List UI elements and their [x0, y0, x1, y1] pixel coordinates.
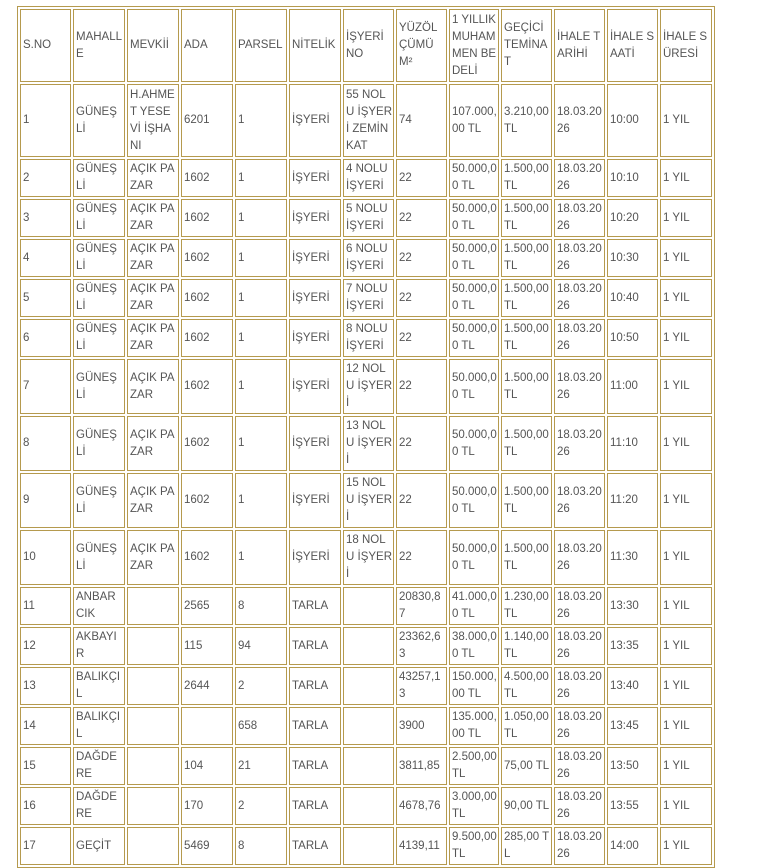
- table-cell: 10:50: [607, 319, 658, 357]
- table-row: [20, 530, 712, 585]
- table-row: [20, 707, 712, 745]
- table-cell: 15: [20, 747, 71, 785]
- table-cell: 1 YIL: [660, 667, 712, 705]
- table-cell: 10:30: [607, 239, 658, 277]
- table-cell: 8: [20, 416, 71, 471]
- table-cell: 15 NOLU İŞYERİ: [343, 473, 394, 528]
- table-cell: DAĞDERE: [73, 747, 125, 785]
- table-cell: 285,00 TL: [501, 827, 552, 865]
- table-cell: 18.03.2026: [554, 707, 605, 745]
- table-cell: 4.500,00 TL: [501, 667, 552, 705]
- table-cell: 1: [235, 199, 287, 237]
- table-cell: 22: [396, 279, 447, 317]
- table-cell: AÇIK PAZAR: [127, 319, 179, 357]
- table-cell: [343, 787, 394, 825]
- table-cell: İŞYERİ: [289, 279, 341, 317]
- table-cell: İŞYERİ: [289, 416, 341, 471]
- table-cell: 1.500,00 TL: [501, 473, 552, 528]
- header-cell: S.NO: [20, 9, 71, 82]
- table-cell: 90,00 TL: [501, 787, 552, 825]
- table-row: [20, 416, 712, 471]
- table-cell: 50.000,00 TL: [449, 319, 499, 357]
- table-cell: [127, 787, 179, 825]
- table-cell: 18.03.2026: [554, 359, 605, 414]
- table-cell: 2565: [181, 587, 233, 625]
- table-cell: 23362,63: [396, 627, 447, 665]
- table-cell: [343, 627, 394, 665]
- table-cell: 1.500,00 TL: [501, 359, 552, 414]
- table-cell: 43257,13: [396, 667, 447, 705]
- table-cell: 18.03.2026: [554, 159, 605, 197]
- table-cell: 18.03.2026: [554, 84, 605, 157]
- table-cell: 1 YIL: [660, 359, 712, 414]
- table-row: [20, 199, 712, 237]
- table-cell: 2644: [181, 667, 233, 705]
- table-cell: TARLA: [289, 787, 341, 825]
- table-cell: 10: [20, 530, 71, 585]
- table-cell: [343, 587, 394, 625]
- table-cell: 50.000,00 TL: [449, 359, 499, 414]
- table-cell: 16: [20, 787, 71, 825]
- table-cell: 1 YIL: [660, 159, 712, 197]
- table-cell: 1.050,00 TL: [501, 707, 552, 745]
- table-cell: 9: [20, 473, 71, 528]
- header-cell: PARSEL: [235, 9, 287, 82]
- auction-table: [17, 6, 715, 868]
- table-cell: DAĞDERE: [73, 787, 125, 825]
- table-row: [20, 667, 712, 705]
- table-cell: 1.230,00 TL: [501, 587, 552, 625]
- table-cell: 4678,76: [396, 787, 447, 825]
- table-cell: 1.500,00 TL: [501, 279, 552, 317]
- table-cell: 10:10: [607, 159, 658, 197]
- table-cell: 170: [181, 787, 233, 825]
- table-cell: 50.000,00 TL: [449, 239, 499, 277]
- table-cell: 18.03.2026: [554, 530, 605, 585]
- table-cell: 3811,85: [396, 747, 447, 785]
- table-cell: GÜNEŞLİ: [73, 473, 125, 528]
- table-cell: 13:55: [607, 787, 658, 825]
- table-cell: 1602: [181, 416, 233, 471]
- table-cell: GÜNEŞLİ: [73, 530, 125, 585]
- table-cell: 8 NOLU İŞYERİ: [343, 319, 394, 357]
- table-cell: 6 NOLU İŞYERİ: [343, 239, 394, 277]
- table-cell: 10:20: [607, 199, 658, 237]
- table-cell: 1: [235, 159, 287, 197]
- table-cell: 3.000,00 TL: [449, 787, 499, 825]
- table-cell: H.AHMET YESEVİ İŞHANI: [127, 84, 179, 157]
- table-cell: [127, 627, 179, 665]
- table-cell: 22: [396, 159, 447, 197]
- table-cell: TARLA: [289, 707, 341, 745]
- table-cell: İŞYERİ: [289, 84, 341, 157]
- table-cell: [343, 667, 394, 705]
- table-cell: GÜNEŞLİ: [73, 416, 125, 471]
- table-row: [20, 787, 712, 825]
- table-cell: 1: [235, 530, 287, 585]
- table-row: [20, 627, 712, 665]
- table-cell: 11:20: [607, 473, 658, 528]
- table-cell: 1 YIL: [660, 787, 712, 825]
- table-cell: 4: [20, 239, 71, 277]
- table-cell: 3.210,00 TL: [501, 84, 552, 157]
- table-cell: AÇIK PAZAR: [127, 199, 179, 237]
- table-cell: 1: [235, 319, 287, 357]
- table-cell: 1602: [181, 319, 233, 357]
- table-cell: 1 YIL: [660, 827, 712, 865]
- table-cell: 11:10: [607, 416, 658, 471]
- table-cell: 1 YIL: [660, 473, 712, 528]
- table-cell: 22: [396, 359, 447, 414]
- table-cell: 115: [181, 627, 233, 665]
- table-cell: 18.03.2026: [554, 279, 605, 317]
- table-row: [20, 319, 712, 357]
- table-cell: 1602: [181, 530, 233, 585]
- table-cell: 1 YIL: [660, 587, 712, 625]
- table-cell: 1 YIL: [660, 84, 712, 157]
- table-cell: 50.000,00 TL: [449, 416, 499, 471]
- table-cell: 1: [235, 473, 287, 528]
- table-cell: 22: [396, 473, 447, 528]
- table-cell: [127, 667, 179, 705]
- table-cell: 14:00: [607, 827, 658, 865]
- table-cell: GÜNEŞLİ: [73, 359, 125, 414]
- table-cell: 3900: [396, 707, 447, 745]
- table-cell: 1602: [181, 239, 233, 277]
- table-cell: 18.03.2026: [554, 627, 605, 665]
- table-cell: 22: [396, 319, 447, 357]
- table-cell: 18.03.2026: [554, 319, 605, 357]
- table-cell: AÇIK PAZAR: [127, 239, 179, 277]
- table-cell: TARLA: [289, 587, 341, 625]
- table-cell: 38.000,00 TL: [449, 627, 499, 665]
- table-cell: 50.000,00 TL: [449, 199, 499, 237]
- table-cell: 18.03.2026: [554, 587, 605, 625]
- table-cell: 658: [235, 707, 287, 745]
- table-row: [20, 84, 712, 157]
- table-cell: 104: [181, 747, 233, 785]
- table-cell: 94: [235, 627, 287, 665]
- table-cell: TARLA: [289, 667, 341, 705]
- table-cell: 1602: [181, 279, 233, 317]
- table-cell: 18.03.2026: [554, 827, 605, 865]
- table-row: [20, 279, 712, 317]
- table-cell: 22: [396, 416, 447, 471]
- header-cell: NİTELİK: [289, 9, 341, 82]
- table-cell: 107.000,00 TL: [449, 84, 499, 157]
- table-cell: 13 NOLU İŞYERİ: [343, 416, 394, 471]
- table-cell: [127, 707, 179, 745]
- table-cell: 1.500,00 TL: [501, 159, 552, 197]
- header-cell: ADA: [181, 9, 233, 82]
- table-cell: 20830,87: [396, 587, 447, 625]
- table-cell: 1 YIL: [660, 747, 712, 785]
- table-cell: 1602: [181, 359, 233, 414]
- table-cell: 18.03.2026: [554, 199, 605, 237]
- table-cell: TARLA: [289, 747, 341, 785]
- table-cell: TARLA: [289, 827, 341, 865]
- header-cell: İŞYERİ NO: [343, 9, 394, 82]
- table-cell: 18.03.2026: [554, 787, 605, 825]
- table-row: [20, 159, 712, 197]
- header-cell: İHALE SAATİ: [607, 9, 658, 82]
- table-cell: ANBARCIK: [73, 587, 125, 625]
- table-cell: AÇIK PAZAR: [127, 359, 179, 414]
- table-cell: 1.500,00 TL: [501, 530, 552, 585]
- table-cell: 1: [235, 239, 287, 277]
- table-cell: TARLA: [289, 627, 341, 665]
- table-cell: 8: [235, 827, 287, 865]
- table-cell: 1 YIL: [660, 239, 712, 277]
- table-cell: [343, 827, 394, 865]
- table-cell: 5469: [181, 827, 233, 865]
- table-cell: BALIKÇIL: [73, 667, 125, 705]
- table-cell: İŞYERİ: [289, 199, 341, 237]
- table-cell: İŞYERİ: [289, 159, 341, 197]
- table-cell: 13:40: [607, 667, 658, 705]
- header-cell: MEVKİİ: [127, 9, 179, 82]
- table-cell: [343, 707, 394, 745]
- table-cell: 1602: [181, 199, 233, 237]
- table-cell: 5: [20, 279, 71, 317]
- table-cell: 13:35: [607, 627, 658, 665]
- table-cell: 18.03.2026: [554, 473, 605, 528]
- header-cell: YÜZÖLÇÜMÜ M²: [396, 9, 447, 82]
- table-cell: 1 YIL: [660, 707, 712, 745]
- table-cell: 1 YIL: [660, 199, 712, 237]
- table-cell: 6201: [181, 84, 233, 157]
- table-cell: GÜNEŞLİ: [73, 239, 125, 277]
- table-cell: 22: [396, 530, 447, 585]
- table-cell: 18 NOLU İŞYERİ: [343, 530, 394, 585]
- table-cell: İŞYERİ: [289, 239, 341, 277]
- table-cell: 11:00: [607, 359, 658, 414]
- table-cell: 1.500,00 TL: [501, 319, 552, 357]
- table-cell: 1: [235, 84, 287, 157]
- table-cell: GÜNEŞLİ: [73, 319, 125, 357]
- table-cell: 1 YIL: [660, 319, 712, 357]
- table-cell: 9.500,00 TL: [449, 827, 499, 865]
- table-cell: 1 YIL: [660, 416, 712, 471]
- table-cell: 13:30: [607, 587, 658, 625]
- table-cell: 2.500,00 TL: [449, 747, 499, 785]
- table-cell: GÜNEŞLİ: [73, 159, 125, 197]
- table-cell: 5 NOLU İŞYERİ: [343, 199, 394, 237]
- table-cell: 7 NOLU İŞYERİ: [343, 279, 394, 317]
- table-cell: GÜNEŞLİ: [73, 279, 125, 317]
- table-cell: 1.140,00 TL: [501, 627, 552, 665]
- table-cell: 1.500,00 TL: [501, 199, 552, 237]
- table-cell: 13:45: [607, 707, 658, 745]
- table-row: [20, 827, 712, 865]
- table-cell: İŞYERİ: [289, 530, 341, 585]
- header-cell: MAHALLE: [73, 9, 125, 82]
- table-cell: 4 NOLU İŞYERİ: [343, 159, 394, 197]
- table-cell: 12 NOLU İŞYERİ: [343, 359, 394, 414]
- table-cell: [127, 587, 179, 625]
- table-cell: 10:40: [607, 279, 658, 317]
- header-cell: İHALE SÜRESİ: [660, 9, 712, 82]
- header-cell: 1 YILLIK MUHAMMEN BEDELİ: [449, 9, 499, 82]
- table-cell: 41.000,00 TL: [449, 587, 499, 625]
- table-cell: [127, 827, 179, 865]
- table-cell: 2: [20, 159, 71, 197]
- table-cell: [181, 707, 233, 745]
- table-cell: GEÇİT: [73, 827, 125, 865]
- table-cell: 17: [20, 827, 71, 865]
- table-cell: AÇIK PAZAR: [127, 473, 179, 528]
- table-cell: 4139,11: [396, 827, 447, 865]
- table-cell: 7: [20, 359, 71, 414]
- table-cell: 1.500,00 TL: [501, 416, 552, 471]
- table-cell: GÜNEŞLİ: [73, 84, 125, 157]
- header-cell: İHALE TARİHİ: [554, 9, 605, 82]
- table-body: [20, 84, 712, 865]
- table-cell: 1: [235, 359, 287, 414]
- table-cell: 1: [235, 416, 287, 471]
- table-row: [20, 359, 712, 414]
- table-cell: [127, 747, 179, 785]
- table-cell: 75,00 TL: [501, 747, 552, 785]
- table-cell: 1602: [181, 159, 233, 197]
- table-cell: 50.000,00 TL: [449, 473, 499, 528]
- table-cell: AÇIK PAZAR: [127, 159, 179, 197]
- table-cell: 1602: [181, 473, 233, 528]
- table-cell: 2: [235, 667, 287, 705]
- table-cell: 13:50: [607, 747, 658, 785]
- table-cell: 11:30: [607, 530, 658, 585]
- table-cell: 18.03.2026: [554, 239, 605, 277]
- table-cell: [343, 747, 394, 785]
- header-row: [20, 9, 712, 82]
- table-cell: 1.500,00 TL: [501, 239, 552, 277]
- table-cell: 10:00: [607, 84, 658, 157]
- table-cell: İŞYERİ: [289, 473, 341, 528]
- table-cell: 18.03.2026: [554, 747, 605, 785]
- table-cell: 150.000,00 TL: [449, 667, 499, 705]
- table-cell: BALIKÇIL: [73, 707, 125, 745]
- table-row: [20, 587, 712, 625]
- table-cell: 50.000,00 TL: [449, 530, 499, 585]
- table-cell: 1 YIL: [660, 279, 712, 317]
- table-cell: İŞYERİ: [289, 319, 341, 357]
- table-cell: 1 YIL: [660, 530, 712, 585]
- table-cell: 3: [20, 199, 71, 237]
- table-cell: 8: [235, 587, 287, 625]
- table-cell: 135.000,00 TL: [449, 707, 499, 745]
- table-cell: 74: [396, 84, 447, 157]
- table-cell: GÜNEŞLİ: [73, 199, 125, 237]
- table-cell: 1 YIL: [660, 627, 712, 665]
- table-cell: 2: [235, 787, 287, 825]
- table-row: [20, 747, 712, 785]
- table-cell: AÇIK PAZAR: [127, 279, 179, 317]
- table-cell: AÇIK PAZAR: [127, 416, 179, 471]
- table-cell: 50.000,00 TL: [449, 279, 499, 317]
- table-cell: 6: [20, 319, 71, 357]
- table-cell: 14: [20, 707, 71, 745]
- table-cell: 22: [396, 199, 447, 237]
- table-cell: 11: [20, 587, 71, 625]
- table-cell: AÇIK PAZAR: [127, 530, 179, 585]
- table-cell: 18.03.2026: [554, 416, 605, 471]
- table-cell: İŞYERİ: [289, 359, 341, 414]
- header-cell: GEÇİCİ TEMİNAT: [501, 9, 552, 82]
- table-cell: 12: [20, 627, 71, 665]
- table-row: [20, 239, 712, 277]
- table-cell: 1: [20, 84, 71, 157]
- table-row: [20, 473, 712, 528]
- table-cell: 13: [20, 667, 71, 705]
- table-cell: 55 NOLU İŞYERİ ZEMİN KAT: [343, 84, 394, 157]
- table-cell: 21: [235, 747, 287, 785]
- table-cell: 1: [235, 279, 287, 317]
- table-cell: AKBAYIR: [73, 627, 125, 665]
- table-cell: 50.000,00 TL: [449, 159, 499, 197]
- table-cell: 22: [396, 239, 447, 277]
- table-cell: 18.03.2026: [554, 667, 605, 705]
